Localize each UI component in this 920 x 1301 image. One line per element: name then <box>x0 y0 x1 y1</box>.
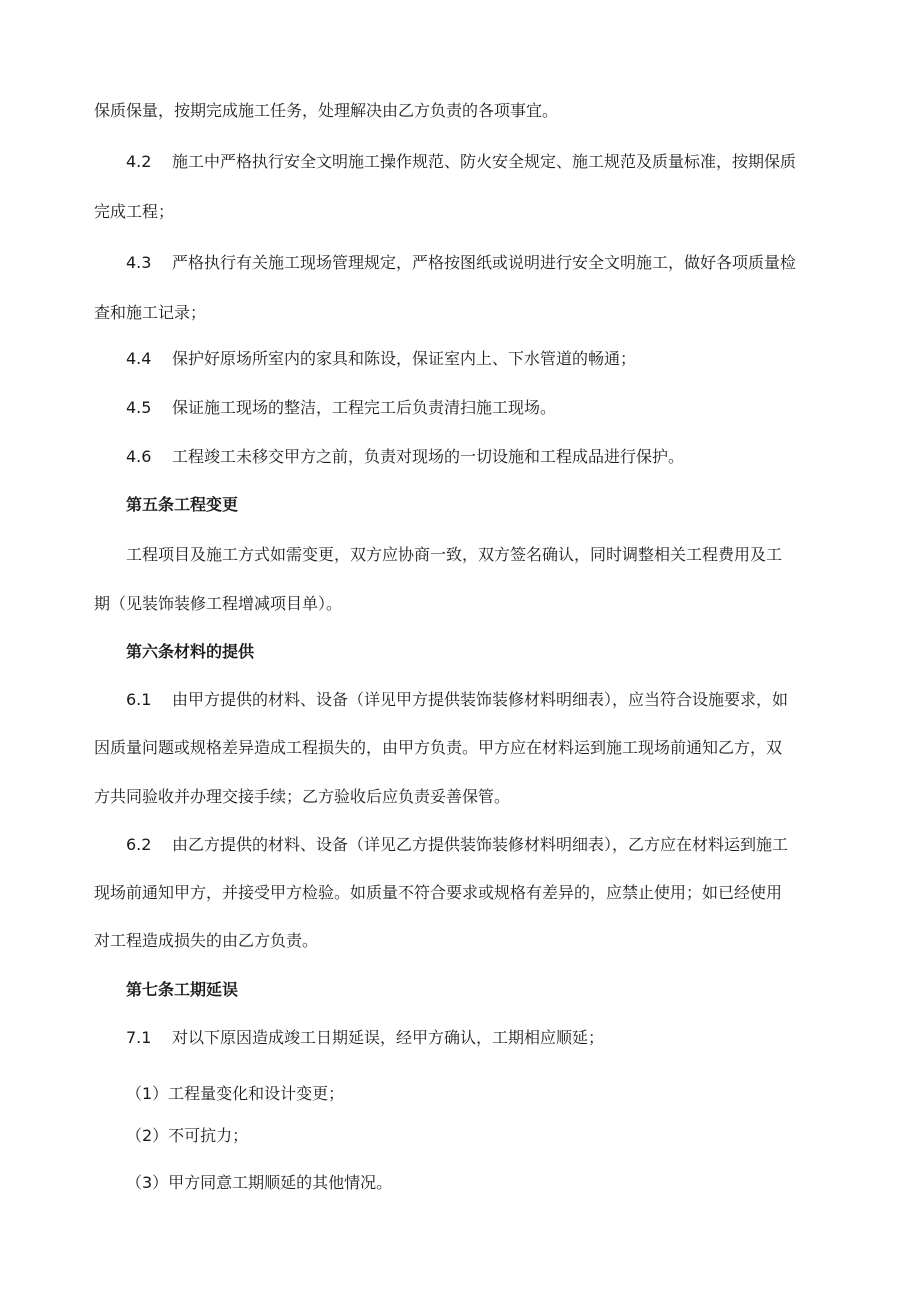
clause-4-6 <box>126 446 684 468</box>
clause-number: 6.1 <box>126 690 152 709</box>
clause-number: 7.1 <box>126 1028 152 1047</box>
clause-text: 保证施工现场的整洁，工程完工后负责清扫施工现场。 <box>172 398 557 417</box>
clause-6-1-line-1 <box>126 689 788 711</box>
clause-4-5 <box>126 397 556 419</box>
article-7-heading: 第七条工期延误 <box>126 980 239 999</box>
article-5-line-1: 工程项目及施工方式如需变更，双方应协商一致，双方签名确认，同时调整相关工程费用及工 <box>126 545 783 564</box>
clause-4-2-line-1 <box>126 151 796 173</box>
clause-6-2-line-3: 对工程造成损失的由乙方负责。 <box>94 931 319 950</box>
clause-text: 施工中严格执行安全文明施工操作规范、防火安全规定、施工规范及质量标准，按期保质 <box>172 152 797 171</box>
clause-6-2-line-2: 现场前通知甲方，并接受甲方检验。如质量不符合要求或规格有差异的，应禁止使用；如已经使用 <box>94 883 783 902</box>
article-6-heading: 第六条材料的提供 <box>126 642 255 661</box>
clause-7-1 <box>126 1027 604 1049</box>
clause-number: 4.4 <box>126 349 152 368</box>
sub-item-3: （3）甲方同意工期顺延的其他情况。 <box>126 1173 393 1192</box>
clause-number: 4.2 <box>126 152 152 171</box>
clause-6-1-line-2: 因质量问题或规格差异造成工程损失的，由甲方负责。甲方应在材料运到施工现场前通知乙方，双 <box>94 738 783 757</box>
clause-6-2-line-1 <box>126 834 788 856</box>
paragraph-4-1-tail: 保质保量，按期完成施工任务，处理解决由乙方负责的各项事宜。 <box>94 101 559 120</box>
clause-4-3-line-2: 查和施工记录； <box>94 303 207 322</box>
article-5-heading: 第五条工程变更 <box>126 495 239 514</box>
clause-text: 由乙方提供的材料、设备（详见乙方提供装饰装修材料明细表），乙方应在材料运到施工 <box>172 835 789 854</box>
clause-number: 4.6 <box>126 447 152 466</box>
clause-text: 对以下原因造成竣工日期延误，经甲方确认，工期相应顺延； <box>172 1028 605 1047</box>
clause-text: 由甲方提供的材料、设备（详见甲方提供装饰装修材料明细表），应当符合设施要求，如 <box>172 690 789 709</box>
clause-4-4 <box>126 348 636 370</box>
clause-text: 严格执行有关施工现场管理规定，严格按图纸或说明进行安全文明施工，做好各项质量检 <box>172 253 797 272</box>
clause-6-1-line-3: 方共同验收并办理交接手续；乙方验收后应负责妥善保管。 <box>94 787 511 806</box>
clause-text: 保护好原场所室内的家具和陈设，保证室内上、下水管道的畅通； <box>172 349 637 368</box>
clause-4-2-line-2: 完成工程； <box>94 202 175 221</box>
clause-number: 4.3 <box>126 253 152 272</box>
clause-number: 4.5 <box>126 398 152 417</box>
clause-number: 6.2 <box>126 835 152 854</box>
clause-text: 工程竣工未移交甲方之前，负责对现场的一切设施和工程成品进行保护。 <box>172 447 685 466</box>
clause-4-3-line-1 <box>126 252 796 274</box>
article-5-line-2: 期（见装饰装修工程增减项目单）。 <box>94 594 343 613</box>
sub-item-1: （1）工程量变化和设计变更； <box>126 1084 345 1103</box>
sub-item-2: （2）不可抗力； <box>126 1126 249 1145</box>
